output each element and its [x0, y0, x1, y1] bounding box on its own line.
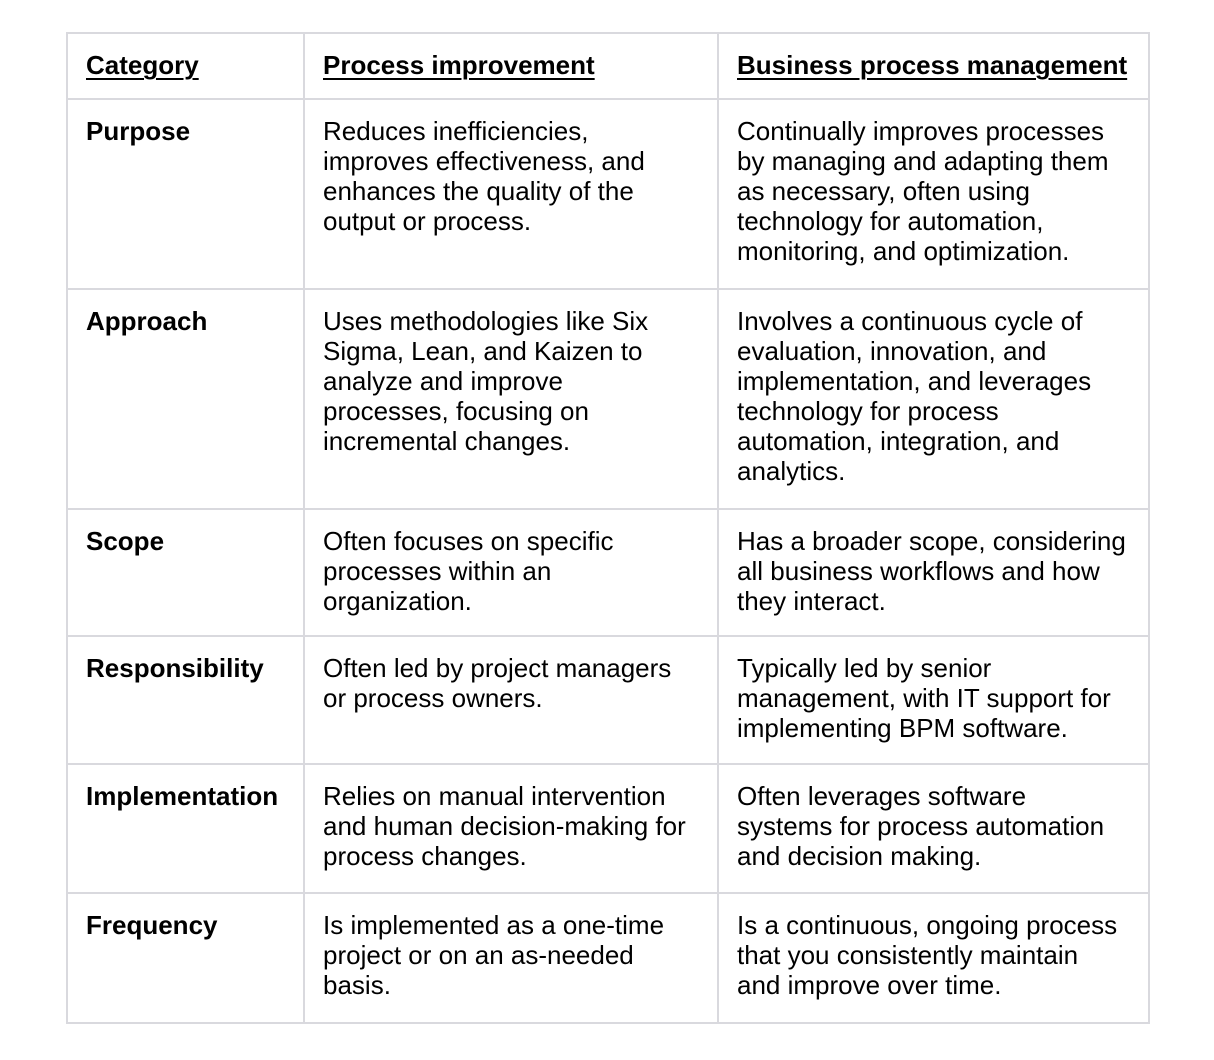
- cell-responsibility-process-improvement: Often led by project managers or process owners.: [304, 636, 718, 764]
- table-row-responsibility: [67, 636, 1149, 764]
- column-header-category: Category: [67, 33, 304, 99]
- table-row-scope: [67, 509, 1149, 636]
- row-label-responsibility: Responsibility: [67, 636, 304, 764]
- row-label-scope: Scope: [67, 509, 304, 636]
- row-label-purpose: Purpose: [67, 99, 304, 289]
- row-label-implementation: Implementation: [67, 764, 304, 893]
- table-row-frequency: [67, 893, 1149, 1023]
- table-row-approach: [67, 289, 1149, 509]
- cell-scope-business-process-management: Has a broader scope, considering all business workflows and how they interact.: [718, 509, 1149, 636]
- cell-approach-process-improvement: Uses methodologies like Six Sigma, Lean, and Kaizen to analyze and improve processes, focusing on incremental changes.: [304, 289, 718, 509]
- row-label-frequency: Frequency: [67, 893, 304, 1023]
- row-label-approach: Approach: [67, 289, 304, 509]
- column-header-process-improvement: Process improvement: [304, 33, 718, 99]
- table-row-implementation: [67, 764, 1149, 893]
- table-row-purpose: [67, 99, 1149, 289]
- cell-implementation-process-improvement: Relies on manual intervention and human decision-making for process changes.: [304, 764, 718, 893]
- column-header-business-process-management: Business process management: [718, 33, 1149, 99]
- cell-purpose-process-improvement: Reduces inefficiencies, improves effectiveness, and enhances the quality of the output or process.: [304, 99, 718, 289]
- cell-responsibility-business-process-management: Typically led by senior management, with IT support for implementing BPM software.: [718, 636, 1149, 764]
- comparison-table: [66, 32, 1150, 1024]
- cell-frequency-business-process-management: Is a continuous, ongoing process that you consistently maintain and improve over time.: [718, 893, 1149, 1023]
- cell-purpose-business-process-management: Continually improves processes by managing and adapting them as necessary, often using technology for automation, monitoring, and optimization.: [718, 99, 1149, 289]
- cell-frequency-process-improvement: Is implemented as a one-time project or on an as-needed basis.: [304, 893, 718, 1023]
- cell-scope-process-improvement: Often focuses on specific processes within an organization.: [304, 509, 718, 636]
- cell-approach-business-process-management: Involves a continuous cycle of evaluation, innovation, and implementation, and leverages technology for process automation, integration, and analytics.: [718, 289, 1149, 509]
- cell-implementation-business-process-management: Often leverages software systems for process automation and decision making.: [718, 764, 1149, 893]
- table-header-row: [67, 33, 1149, 99]
